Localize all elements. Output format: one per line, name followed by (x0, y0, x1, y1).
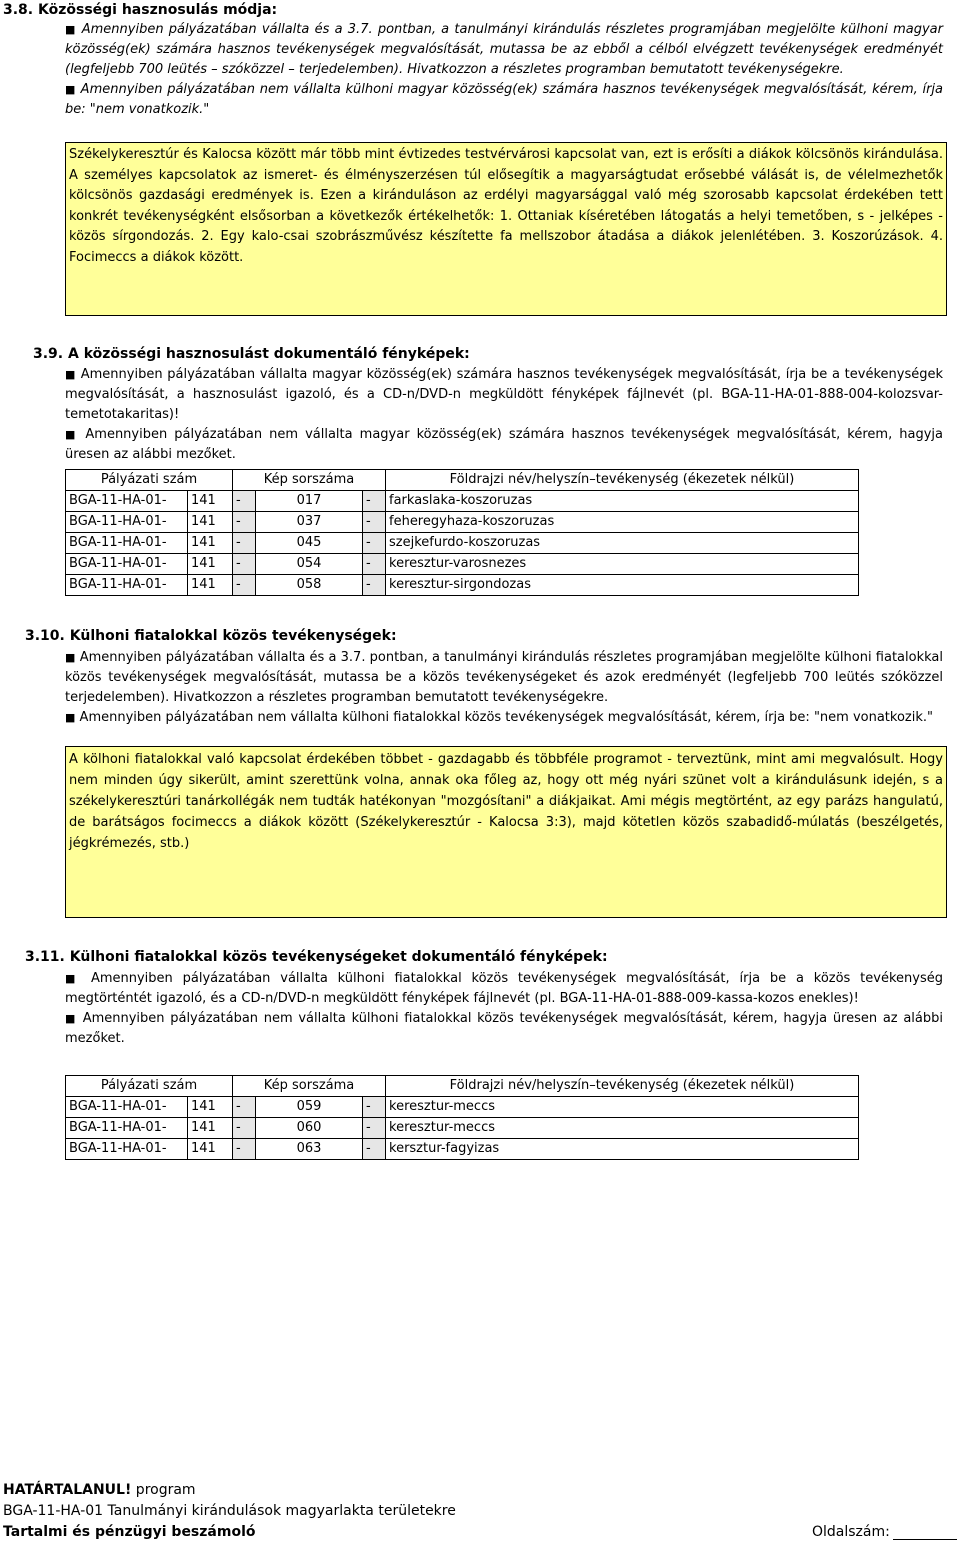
cell-prefix: BGA-11-HA-01- (66, 512, 188, 533)
cell-number[interactable]: 141 (188, 1097, 233, 1118)
footer-report-title: Tartalmi és pénzügyi beszámoló (3, 1524, 256, 1540)
instruction-text: Amennyiben pályázatában vállalta és a 3.7. pontban, a tanulmányi kirándulás részletes programjában megjelölte külhoni fiatalokkal közös tevékenységek megvalósítását, mutassa be a közös tevékenységeket és azok eredményét (legfeljebb 700 leütés szóközzel terjedelemben). Hivatkozzon a részletes programban bemutatott tevékenységekre. (65, 650, 943, 705)
answer-field-3-8[interactable] (65, 142, 947, 316)
instruction-block (65, 365, 943, 465)
cell-prefix: BGA-11-HA-01- (66, 575, 188, 596)
section-title: Közösségi hasznosulás módja: (38, 2, 278, 18)
cell-location[interactable]: keresztur-meccs (386, 1097, 859, 1118)
section-3-10-heading (25, 626, 397, 646)
cell-dash: - (363, 1097, 386, 1118)
cell-picture-number[interactable]: 059 (256, 1097, 363, 1118)
col-header: Kép sorszáma (233, 1076, 386, 1097)
cell-prefix: BGA-11-HA-01- (66, 554, 188, 575)
cell-number[interactable]: 141 (188, 575, 233, 596)
program-name: HATÁRTALANUL! (3, 1482, 132, 1498)
bullet-icon: ■ (65, 368, 76, 381)
cell-number[interactable]: 141 (188, 512, 233, 533)
table-row (66, 575, 859, 596)
cell-location[interactable]: farkaslaka-koszoruzas (386, 491, 859, 512)
bullet-icon: ■ (65, 428, 79, 441)
instruction-block (65, 648, 943, 728)
footer-subtitle: BGA-11-HA-01 Tanulmányi kirándulások magyarlakta területekre (3, 1503, 456, 1519)
cell-location[interactable]: szejkefurdo-koszoruzas (386, 533, 859, 554)
cell-number[interactable]: 141 (188, 1118, 233, 1139)
cell-picture-number[interactable]: 037 (256, 512, 363, 533)
cell-dash: - (233, 575, 256, 596)
table-row (66, 512, 859, 533)
section-title: A közösségi hasznosulást dokumentáló fényképek: (68, 346, 470, 362)
table-row (66, 1097, 859, 1118)
photo-table-3-9 (65, 469, 859, 596)
instruction-text: Amennyiben pályázatában vállalta magyar közösség(ek) számára hasznos tevékenységek megvalósítását, írja be a tevékenységek megvalósítását, a hasznosulást igazoló, és a CD-n/DVD-n megküldött fényképek fájlnevét (pl. BGA-11-HA-01-888-004-kolozsvar-temetotakaritas)! (65, 367, 943, 422)
section-3-9-heading (33, 344, 470, 364)
instruction-text: Amennyiben pályázatában nem vállalta külhoni fiatalokkal közös tevékenységek megvalósítását, kérem, írja be: "nem vonatkozik." (79, 710, 933, 725)
page-footer (3, 1480, 456, 1543)
cell-dash: - (363, 533, 386, 554)
col-header: Földrajzi név/helyszín–tevékenység (ékezetek nélkül) (386, 470, 859, 491)
cell-picture-number[interactable]: 063 (256, 1139, 363, 1160)
cell-location[interactable]: keresztur-meccs (386, 1118, 859, 1139)
instruction-text: Amennyiben pályázatában vállalta és a 3.7. pontban, a tanulmányi kirándulás részletes programjában megjelölte külhoni magyar közösség(ek) számára hasznos tevékenységek megvalósítását, mutassa be az ebből a célból elvégzett tevékenységek eredményét (legfeljebb 700 leütés – szóközzel – terjedelemben). Hivatkozzon a részletes programban bemutatott tevékenységekre. (65, 22, 943, 77)
program-suffix: program (131, 1482, 196, 1498)
table-header-row (66, 1076, 859, 1097)
cell-dash: - (363, 554, 386, 575)
section-number: 3.8. (3, 2, 34, 18)
bullet-icon: ■ (65, 711, 76, 724)
answer-text: Székelykeresztúr és Kalocsa között már több mint évtizedes testvérvárosi kapcsolat van, ezt is erősíti a diákok kölcsönös kirándulása. A személyes kapcsolatok az ismeret- és élményszerzésen túl elősegítik a magyarságtudat erősebbé válását is, de vélelmezhetők kölcsönös gazdasági eredmények is. Ezen a kiránduláson az erdélyi magyarsággal való még szorosabb kapcsolat érdekében tett konkrét tevékenységként elsősorban a következők értékelhetők: 1. Ottaniak kíséretében látogatás a helyi temetőben, s - jelképes - közös sírgondozás. 2. Egy kalo-csai szobrászművész készítette fa mellszobor átadása a diákok jelenlétében. 3. Koszorúzások. 4. Focimeccs a diákok között. (69, 147, 943, 265)
cell-dash: - (233, 1097, 256, 1118)
cell-picture-number[interactable]: 054 (256, 554, 363, 575)
table-row (66, 1139, 859, 1160)
answer-text: A kölhoni fiatalokkal való kapcsolat érdekében többet - gazdagabb és többféle programot - terveztünk, mint ami megvalósult. Hogy nem minden úgy sikerült, amint szerettünk volna, annak oka főleg az, hogy ott még nyári szünet volt a kirándulásunk idején, s a székelykeresztúri tanárkollégák nem tudták hatékonyan "mozgósítani" a diákjaikat. Ami mégis megtörtént, az egy parázs hangulatú, de barátságos focimeccs a diákok között (Székelykeresztúr - Kalocsa 3:3), majd kötetlen közös szabadidő-múlatás (beszélgetés, jégkrémezés, stb.) (69, 752, 943, 851)
cell-location[interactable]: keresztur-sirgondozas (386, 575, 859, 596)
page-number-field[interactable] (893, 1539, 957, 1540)
cell-picture-number[interactable]: 058 (256, 575, 363, 596)
section-number: 3.10. (25, 628, 65, 644)
bullet-icon: ■ (65, 23, 77, 36)
section-3-8-heading (3, 0, 277, 20)
cell-number[interactable]: 141 (188, 554, 233, 575)
footer-program (3, 1480, 456, 1501)
cell-dash: - (233, 1139, 256, 1160)
table-row (66, 1118, 859, 1139)
page-number-label: Oldalszám: (812, 1524, 890, 1540)
photo-table-3-11 (65, 1075, 859, 1160)
cell-prefix: BGA-11-HA-01- (66, 1139, 188, 1160)
cell-dash: - (363, 1139, 386, 1160)
cell-dash: - (233, 554, 256, 575)
cell-dash: - (233, 533, 256, 554)
cell-location[interactable]: kersztur-fagyizas (386, 1139, 859, 1160)
section-number: 3.11. (25, 949, 65, 965)
cell-picture-number[interactable]: 060 (256, 1118, 363, 1139)
instruction-text: Amennyiben pályázatában nem vállalta külhoni fiatalokkal közös tevékenységek megvalósítását, kérem, hagyja üresen az alábbi mezőket. (65, 1011, 943, 1046)
bullet-icon: ■ (65, 651, 76, 664)
cell-prefix: BGA-11-HA-01- (66, 491, 188, 512)
col-header: Kép sorszáma (233, 470, 386, 491)
instruction-text: Amennyiben pályázatában nem vállalta külhoni magyar közösség(ek) számára hasznos tevékenységek megvalósítását, kérem, írja be: "nem vonatkozik." (65, 82, 943, 117)
instruction-text: Amennyiben pályázatában nem vállalta magyar közösség(ek) számára hasznos tevékenységek megvalósítását, kérem, hagyja üresen az alábbi mezőket. (65, 427, 943, 462)
table-row (66, 533, 859, 554)
col-header: Pályázati szám (66, 470, 233, 491)
table-header-row (66, 470, 859, 491)
cell-location[interactable]: keresztur-varosnezes (386, 554, 859, 575)
cell-dash: - (363, 575, 386, 596)
bullet-icon: ■ (65, 972, 82, 985)
cell-dash: - (363, 1118, 386, 1139)
answer-field-3-10[interactable] (65, 746, 947, 918)
cell-dash: - (233, 491, 256, 512)
cell-number[interactable]: 141 (188, 491, 233, 512)
section-3-11-heading (25, 947, 608, 967)
cell-dash: - (363, 512, 386, 533)
cell-prefix: BGA-11-HA-01- (66, 1097, 188, 1118)
cell-picture-number[interactable]: 017 (256, 491, 363, 512)
instruction-text: Amennyiben pályázatában vállalta külhoni fiatalokkal közös tevékenységek megvalósítását, írja be a közös tevékenység megtörténtét igazoló, és a CD-n/DVD-n megküldött fényképek fájlnevét (pl. BGA-11-HA-01-888-009-kassa-kozos enekles)! (65, 971, 943, 1006)
table-row (66, 491, 859, 512)
section-title: Külhoni fiatalokkal közös tevékenységek: (69, 628, 397, 644)
cell-picture-number[interactable]: 045 (256, 533, 363, 554)
cell-number[interactable]: 141 (188, 1139, 233, 1160)
bullet-icon: ■ (65, 1012, 77, 1025)
cell-dash: - (233, 1118, 256, 1139)
section-number: 3.9. (33, 346, 64, 362)
cell-prefix: BGA-11-HA-01- (66, 533, 188, 554)
instruction-block (65, 20, 943, 120)
col-header: Pályázati szám (66, 1076, 233, 1097)
cell-number[interactable]: 141 (188, 533, 233, 554)
instruction-block (65, 969, 943, 1049)
section-title: Külhoni fiatalokkal közös tevékenységeket dokumentáló fényképek: (69, 949, 608, 965)
col-header: Földrajzi név/helyszín–tevékenység (ékezetek nélkül) (386, 1076, 859, 1097)
cell-dash: - (363, 491, 386, 512)
bullet-icon: ■ (65, 83, 76, 96)
cell-location[interactable]: feheregyhaza-koszoruzas (386, 512, 859, 533)
cell-prefix: BGA-11-HA-01- (66, 1118, 188, 1139)
table-row (66, 554, 859, 575)
cell-dash: - (233, 512, 256, 533)
